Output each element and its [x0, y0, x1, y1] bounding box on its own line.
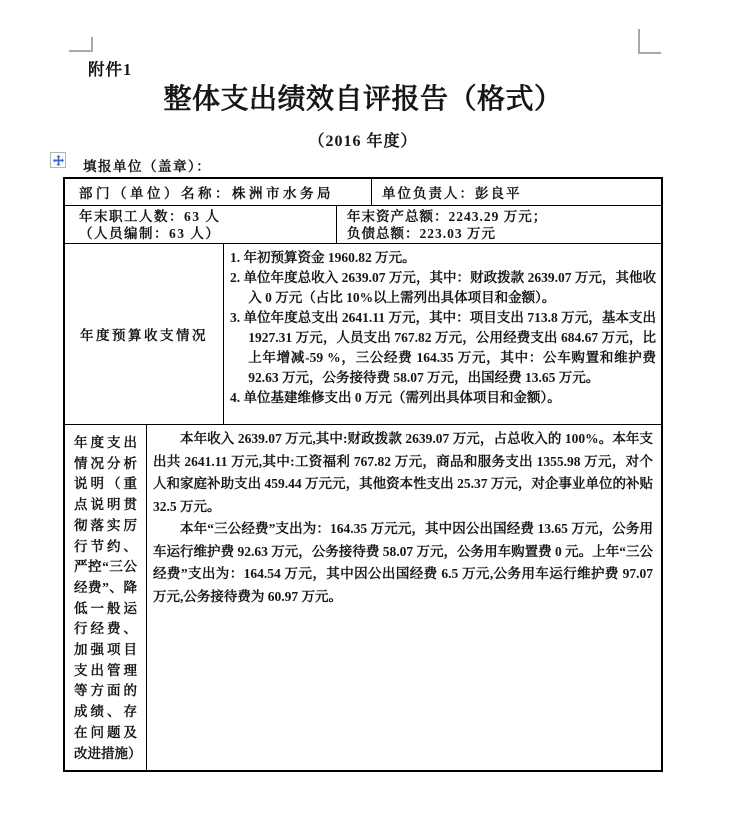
report-table — [63, 177, 663, 772]
staff-count-cell — [65, 206, 337, 243]
budget-item-1: 1. 年初预算资金 1960.82 万元。 — [230, 250, 416, 265]
fill-unit-label: 填报单位（盖章）： — [83, 159, 212, 174]
margin-corner-mark-top-left — [69, 37, 93, 52]
unit-head-cell: 单位负责人：彭良平 — [382, 186, 522, 201]
analysis-label-cell: 年度支出情况分析说明（重点说明贯彻落实厉行节约、严控“三公经费”、降低一般运行经费、加强项目支出管理等方面的成绩、存在问题及改进措施） — [65, 425, 147, 770]
document-title: 整体支出绩效自评报告（格式） — [163, 84, 563, 115]
budget-label-cell — [65, 244, 224, 424]
assets-cell — [337, 206, 661, 243]
dept-name-cell: 部门（单位）名称：株洲市水务局 — [65, 179, 372, 205]
table-row-budget — [65, 244, 661, 425]
table-row-analysis — [65, 425, 661, 770]
budget-item-2: 2. 单位年度总收入 2639.07 万元，其中：财政拨款 2639.07 万元，其他收入 0 万元（占比 10%以上需列出具体项目和金额）。 — [230, 270, 656, 305]
margin-corner-mark-top-right — [638, 29, 661, 54]
analysis-paragraph-2: 本年“三公经费”支出为：164.35 万元元，其中因公出国经费 13.65 万元，公务用车运行维护费 92.63 万元，公务接待费 58.07 万元，公务用车购置费 0 元。上年“三公经费”支出为：164.54 万元，其中因公出国经费 6.5 万元,公务用车运行维护费 97.07 万元,公务接待费为 60.97 万元。 — [153, 521, 653, 604]
budget-item-3: 3. 单位年度总支出 2641.11 万元，其中：项目支出 713.8 万元，基本支出 1927.31 万元，人员支出 767.82 万元，公用经费支出 684.67 万元，比上年增减-59 %，三公经费 164.35 万元，其中：公车购置和维护费 92.63 万元，公务接待费 58.07 万元，出国经费 13.65 万元。 — [230, 310, 656, 385]
budget-content-cell — [224, 244, 661, 424]
liabilities-total-line: 负债总额：223.03 万元 — [347, 225, 496, 241]
analysis-paragraph-1: 本年收入 2639.07 万元,其中:财政拨款 2639.07 万元，占总收入的 100%。本年支出共 2641.11 万元,其中:工资福利 767.82 万元，商品和服务支出 1355.98 万元，对个人和家庭补助支出 459.44 万元元，其他资本性支出 25.37 万元，对企事业单位的补贴 32.5 万元。 — [153, 431, 653, 514]
analysis-content-cell — [147, 425, 661, 770]
attachment-label: 附件1 — [88, 60, 133, 79]
table-row-staff-assets — [65, 206, 661, 244]
table-row-dept — [65, 179, 661, 206]
budget-label: 年度预算收支情况 — [80, 328, 208, 343]
budget-item-4: 4. 单位基建维修支出 0 万元（需列出具体项目和金额）。 — [230, 390, 561, 405]
staff-quota-line: （人员编制：63 人） — [79, 225, 221, 241]
staff-count-line: 年末职工人数：63 人 — [79, 209, 221, 224]
document-subtitle: （2016 年度） — [308, 133, 418, 150]
assets-total-line: 年末资产总额：2243.29 万元； — [347, 209, 548, 224]
table-move-handle[interactable] — [50, 152, 66, 168]
four-way-arrow-icon — [53, 155, 64, 166]
